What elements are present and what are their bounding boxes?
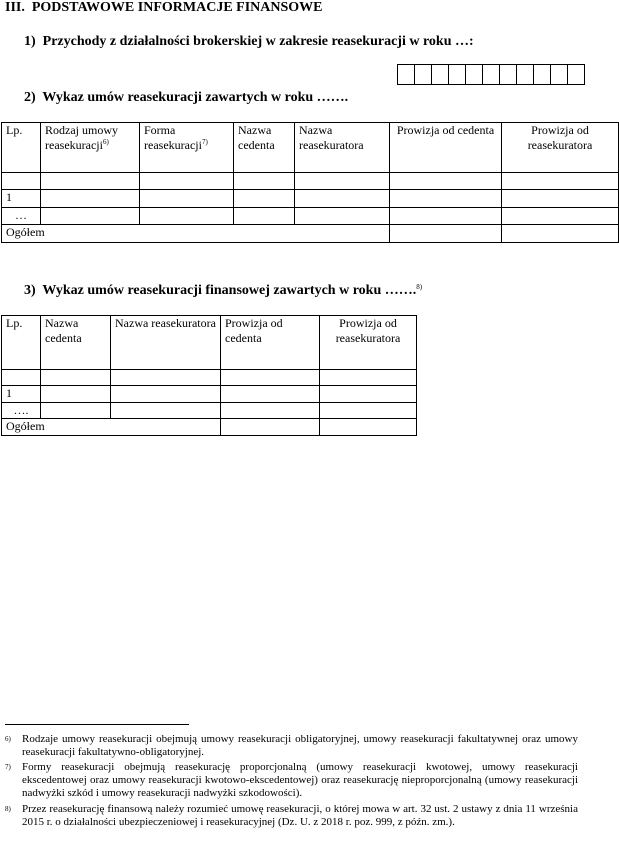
header-lp: Lp.: [2, 316, 41, 370]
financial-reinsurance-table: [1, 315, 417, 436]
header-contract-type: Rodzaj umowy reasekuracji$^{6)}$: [41, 123, 140, 173]
digit-box[interactable]: [432, 65, 449, 84]
header-commission-cedent: Prowizja od cedenta: [221, 316, 320, 370]
table-row[interactable]: [2, 403, 417, 419]
header-form: Forma reasekuracji$^{7)}$: [140, 123, 234, 173]
table-row[interactable]: [2, 208, 619, 225]
table-row-total[interactable]: [2, 419, 417, 436]
digit-box[interactable]: [534, 65, 551, 84]
footnote-7: 7) Formy reasekuracji obejmują reasekurację proporcjonalną (umowy reasekuracji kwotowej, umowy reasekuracji ekscedentowej oraz umowy reasekuracji kwotowo-ekscedentowej) oraz reasekurację nieproporcjonalną (umowy reasekuracji nadwyżki szkód i umowy reasekuracji nadwyżki szkodowości).: [5, 761, 578, 799]
item-1-heading: 1) Przychody z działalności brokerskiej w zakresie reasekuracji w roku …:: [24, 34, 474, 49]
digit-box[interactable]: [415, 65, 432, 84]
digit-box[interactable]: [517, 65, 534, 84]
footnote-6: 6) Rodzaje umowy reasekuracji obejmują umowy reasekuracji obligatoryjnej, umowy reasekuracji fakultatywnej oraz umowy reasekuracji fakultatywno-obligatoryjnej.: [5, 733, 578, 758]
header-commission-reinsurer: Prowizja od reasekuratora: [320, 316, 417, 370]
digit-box[interactable]: [466, 65, 483, 84]
total-label: Ogółem: [2, 225, 390, 243]
table-row[interactable]: [2, 386, 417, 403]
total-label: Ogółem: [2, 419, 221, 436]
row-number: 1: [2, 386, 41, 403]
reinsurance-contracts-table: [1, 122, 619, 243]
footnote-separator: [5, 724, 189, 725]
row-number: 1: [2, 190, 41, 208]
year-digit-boxes[interactable]: [397, 64, 585, 85]
footnote-ref-6: 6): [102, 138, 109, 146]
footnote-ref-7: 7): [201, 138, 208, 146]
header-cedent: Nazwa cedenta: [41, 316, 111, 370]
row-number: …: [2, 208, 41, 225]
item-3-heading: 3) Wykaz umów reasekuracji finansowej zawartych w roku …….$^{8)}$: [24, 283, 423, 298]
digit-box[interactable]: [483, 65, 500, 84]
footnote-ref-8: 8): [416, 283, 423, 291]
footnote-8: 8) Przez reasekurację finansową należy rozumieć umowę reasekuracji, o której mowa w art. 32 ust. 2 ustawy z dnia 11 września 2015 r. o działalności ubezpieczeniowej i reasekuracyjnej (Dz. U. z 2018 r. poz. 999, z późn. zm.).: [5, 803, 578, 828]
header-cedent: Nazwa cedenta: [234, 123, 295, 173]
header-commission-cedent: Prowizja od cedenta: [390, 123, 502, 173]
header-reinsurer: Nazwa reasekuratora: [111, 316, 221, 370]
header-lp: Lp.: [2, 123, 41, 173]
digit-box[interactable]: [568, 65, 585, 84]
item-2-heading: 2) Wykaz umów reasekuracji zawartych w roku …….: [24, 90, 349, 105]
table-row-total[interactable]: [2, 225, 619, 243]
row-number: ….: [2, 403, 41, 419]
header-reinsurer: Nazwa reasekuratora: [295, 123, 390, 173]
digit-box[interactable]: [551, 65, 568, 84]
table-row[interactable]: [2, 370, 417, 386]
table-row[interactable]: [2, 190, 619, 208]
digit-box[interactable]: [398, 65, 415, 84]
section-title: III. PODSTAWOWE INFORMACJE FINANSOWE: [5, 0, 323, 15]
digit-box[interactable]: [449, 65, 466, 84]
digit-box[interactable]: [500, 65, 517, 84]
table-row[interactable]: [2, 173, 619, 190]
header-commission-reinsurer: Prowizja od reasekuratora: [502, 123, 619, 173]
